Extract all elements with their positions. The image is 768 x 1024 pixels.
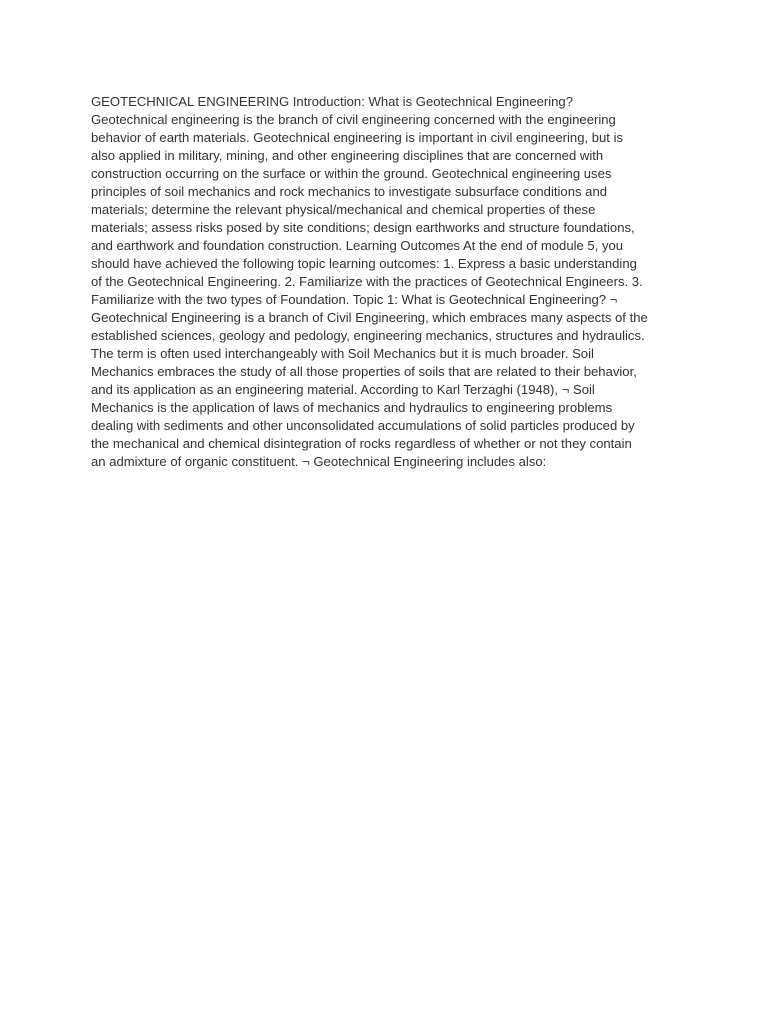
text-line: Geotechnical Engineering is a branch of Civil Engineering, which embraces many aspects of the [91, 310, 648, 325]
text-line: and earthwork and foundation construction. Learning Outcomes At the end of module 5, you [91, 238, 624, 253]
text-line: an admixture of organic constituent. ¬ Geotechnical Engineering includes also: [91, 454, 547, 469]
text-line: construction occurring on the surface or within the ground. Geotechnical engineering uses [91, 166, 612, 181]
text-line: materials; assess risks posed by site conditions; design earthworks and structure foundations, [91, 220, 635, 235]
text-line: The term is often used interchangeably with Soil Mechanics but it is much broader. Soil [91, 346, 594, 361]
text-line: principles of soil mechanics and rock mechanics to investigate subsurface conditions and [91, 184, 608, 199]
text-line: materials; determine the relevant physical/mechanical and chemical properties of these [91, 202, 596, 217]
text-line: the mechanical and chemical disintegration of rocks regardless of whether or not they contain [91, 436, 632, 451]
text-line: GEOTECHNICAL ENGINEERING Introduction: What is Geotechnical Engineering? [91, 94, 573, 109]
text-line: Mechanics is the application of laws of mechanics and hydraulics to engineering problems [91, 400, 613, 415]
text-line: dealing with sediments and other unconsolidated accumulations of solid particles produced by [91, 418, 635, 433]
text-line: behavior of earth materials. Geotechnical engineering is important in civil engineering, but is [91, 130, 624, 145]
text-line: Geotechnical engineering is the branch of civil engineering concerned with the engineering [91, 112, 616, 127]
text-line: and its application as an engineering material. According to Karl Terzaghi (1948), ¬ Soil [91, 382, 595, 397]
text-line: Mechanics embraces the study of all those properties of soils that are related to their behavior, [91, 364, 637, 379]
text-line: of the Geotechnical Engineering. 2. Familiarize with the practices of Geotechnical Engineers. 3. [91, 274, 643, 289]
text-line: established sciences, geology and pedology, engineering mechanics, structures and hydraulics. [91, 328, 645, 343]
text-line: also applied in military, mining, and other engineering disciplines that are concerned with [91, 148, 604, 163]
document-body-text [91, 93, 691, 471]
text-line: Familiarize with the two types of Foundation. Topic 1: What is Geotechnical Engineering? ¬ [91, 292, 618, 307]
text-line: should have achieved the following topic learning outcomes: 1. Express a basic understanding [91, 256, 637, 271]
